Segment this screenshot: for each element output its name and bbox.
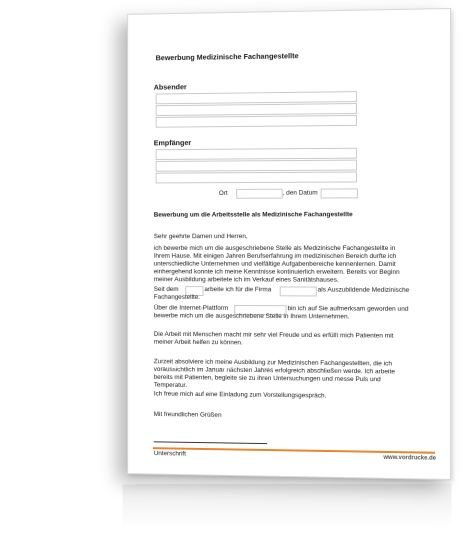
website-url: www.vordrucke.de	[383, 454, 437, 462]
absender-label: Absender	[153, 82, 187, 92]
empfaenger-label: Empfänger	[153, 138, 192, 148]
portal-text-3: bewerbe mich um die ausgeschriebene Stelle in Ihrem Unternehmen.	[153, 312, 350, 321]
absender-field-3[interactable]	[156, 115, 357, 128]
absender-field-1[interactable]	[156, 91, 357, 104]
ort-field[interactable]	[236, 189, 282, 199]
empfaenger-field-1[interactable]	[156, 148, 357, 160]
absender-field-2[interactable]	[156, 103, 357, 116]
salutation: Sehr geehrte Damen und Herren,	[153, 233, 248, 241]
datum-field[interactable]	[321, 188, 358, 198]
document-page	[127, 8, 451, 480]
signature-line	[154, 441, 267, 444]
portal-text-2: bin ich auf Sie aufmerksam geworden und	[287, 305, 409, 313]
fachangestellte-text: Fachangestellte.	[153, 293, 201, 301]
paragraph-3: Die Arbeit mit Menschen macht mir sehr viel Freude und es erfüllt mich Patienten mit meiner Arbeit helfen zu können.	[153, 330, 394, 347]
page-reflection	[122, 484, 451, 529]
closing: Mit freundlichen Grüßen	[153, 411, 222, 419]
auszubildende-text: als Auszubildende Medizinische	[317, 286, 410, 294]
empfaenger-field-2[interactable]	[156, 160, 357, 172]
paragraph-1: ich bewerbe mich um die ausgeschriebene Stelle als Medizinische Fachangestellte in Ihrem Hause. Mit einigen Jahren Berufserfahrung im medizinischen Bereich durfte ich unterschiedliche Unternehmen und vielfältige Aufgabenbereiche kennenlernen. Damit einhergehend konnte ich meine Kenntnisse kontinuierlich erweitern. Bereits vor Beginn meiner Ausbildung arbeitete ich im Verkauf eines Sanitätshauses.	[153, 244, 400, 284]
ort-label: Ort	[218, 189, 228, 197]
firma-text: arbeite ich für die Firma	[204, 286, 272, 294]
portal-text: Über die Internet-Plattform	[153, 304, 229, 312]
empfaenger-field-3[interactable]	[156, 172, 357, 184]
signature-label: Unterschrift	[153, 450, 186, 458]
paragraph-5: Ich freue mich auf eine Einladung zum Vorstellungsgespräch.	[153, 390, 327, 400]
paragraph-4: Zurzeit absolviere ich meine Ausbildung zur Medizinischen Fachangestellten, die ich voraussichtlich im Januar nächsten Jahres erfolgreich abschließen werde. Ich arbeite bereits mit Patienten, begleite sie zu ihren Untersuchungen und messe Puls und Temperatur.	[153, 358, 395, 389]
datum-label: , den Datum	[282, 189, 318, 197]
document-title: Bewerbung Medizinische Fachangestellte	[155, 51, 299, 63]
seit-dem-text: Seit dem	[153, 286, 179, 293]
subject-line: Bewerbung um die Arbeitsstelle als Medizinische Fachangestellte	[153, 211, 353, 219]
